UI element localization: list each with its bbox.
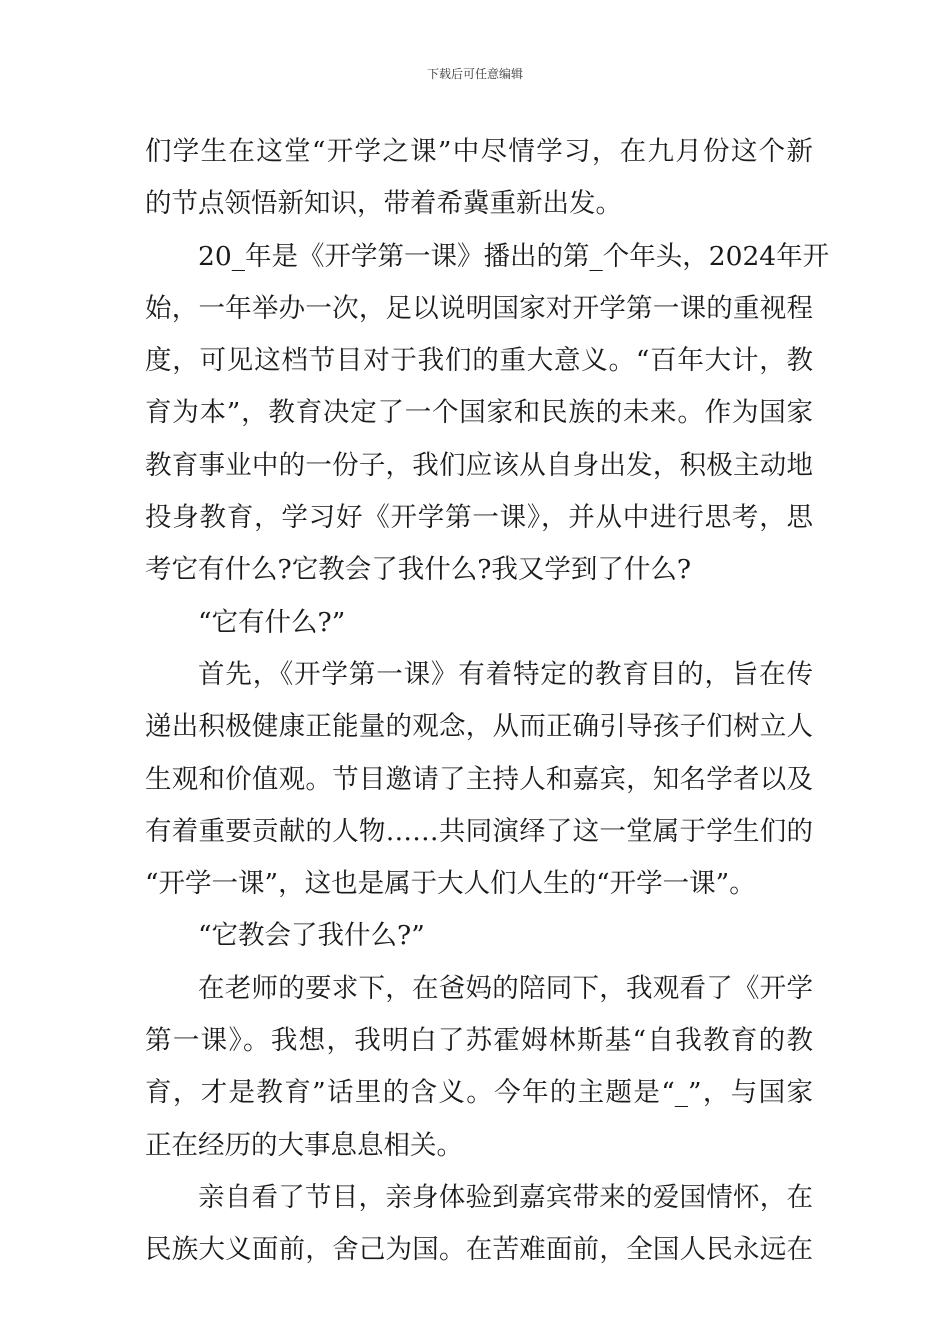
- text-line: 的节点领悟新知识，带着希冀重新出发。: [145, 188, 622, 220]
- text-line: 育为本”，教育决定了一个国家和民族的未来。作为国家: [145, 397, 813, 429]
- text-line: “它有什么?”: [198, 606, 346, 638]
- text-line: 教育事业中的一份子，我们应该从自身出发，积极主动地: [145, 449, 813, 481]
- text-line: 始，一年举办一次，足以说明国家对开学第一课的重视程: [145, 292, 813, 324]
- text-line: 第一课》。我想，我明白了苏霍姆林斯基“自我教育的教: [145, 1025, 813, 1057]
- text-line: “它教会了我什么?”: [198, 920, 425, 952]
- text-line: 亲自看了节目，亲身体验到嘉宾带来的爱国情怀，在: [198, 1181, 813, 1213]
- text-line: 在老师的要求下，在爸妈的陪同下，我观看了《开学: [198, 972, 813, 1004]
- text-line: 投身教育，学习好《开学第一课》，并从中进行思考，思: [145, 502, 813, 534]
- page-header: 下载后可任意编辑: [426, 67, 523, 81]
- text-line: 正在经历的大事息息相关。: [145, 1129, 463, 1161]
- text-line: 有着重要贡献的人物……共同演绎了这一堂属于学生们的: [145, 815, 813, 847]
- text-line: 民族大义面前，舍己为国。在苦难面前，全国人民永远在: [145, 1234, 813, 1266]
- text-line: 度，可见这档节目对于我们的重大意义。“百年大计，教: [145, 345, 813, 377]
- text-line: 20_年是《开学第一课》播出的第_个年头，2024年开: [198, 240, 830, 272]
- text-line: 递出积极健康正能量的观念，从而正确引导孩子们树立人: [145, 711, 813, 743]
- text-line: 们学生在这堂“开学之课”中尽情学习，在九月份这个新: [145, 136, 813, 167]
- document-body: [145, 126, 830, 1277]
- text-line: 育，才是教育”话里的含义。今年的主题是“_”，与国家: [145, 1077, 813, 1109]
- text-line: “开学一课”，这也是属于大人们人生的“开学一课”。: [145, 868, 756, 900]
- text-line: 首先，《开学第一课》有着特定的教育目的，旨在传: [198, 658, 813, 690]
- text-line: 生观和价值观。节目邀请了主持人和嘉宾，知名学者以及: [145, 763, 813, 795]
- text-line: 考它有什么?它教会了我什么?我又学到了什么?: [145, 554, 692, 586]
